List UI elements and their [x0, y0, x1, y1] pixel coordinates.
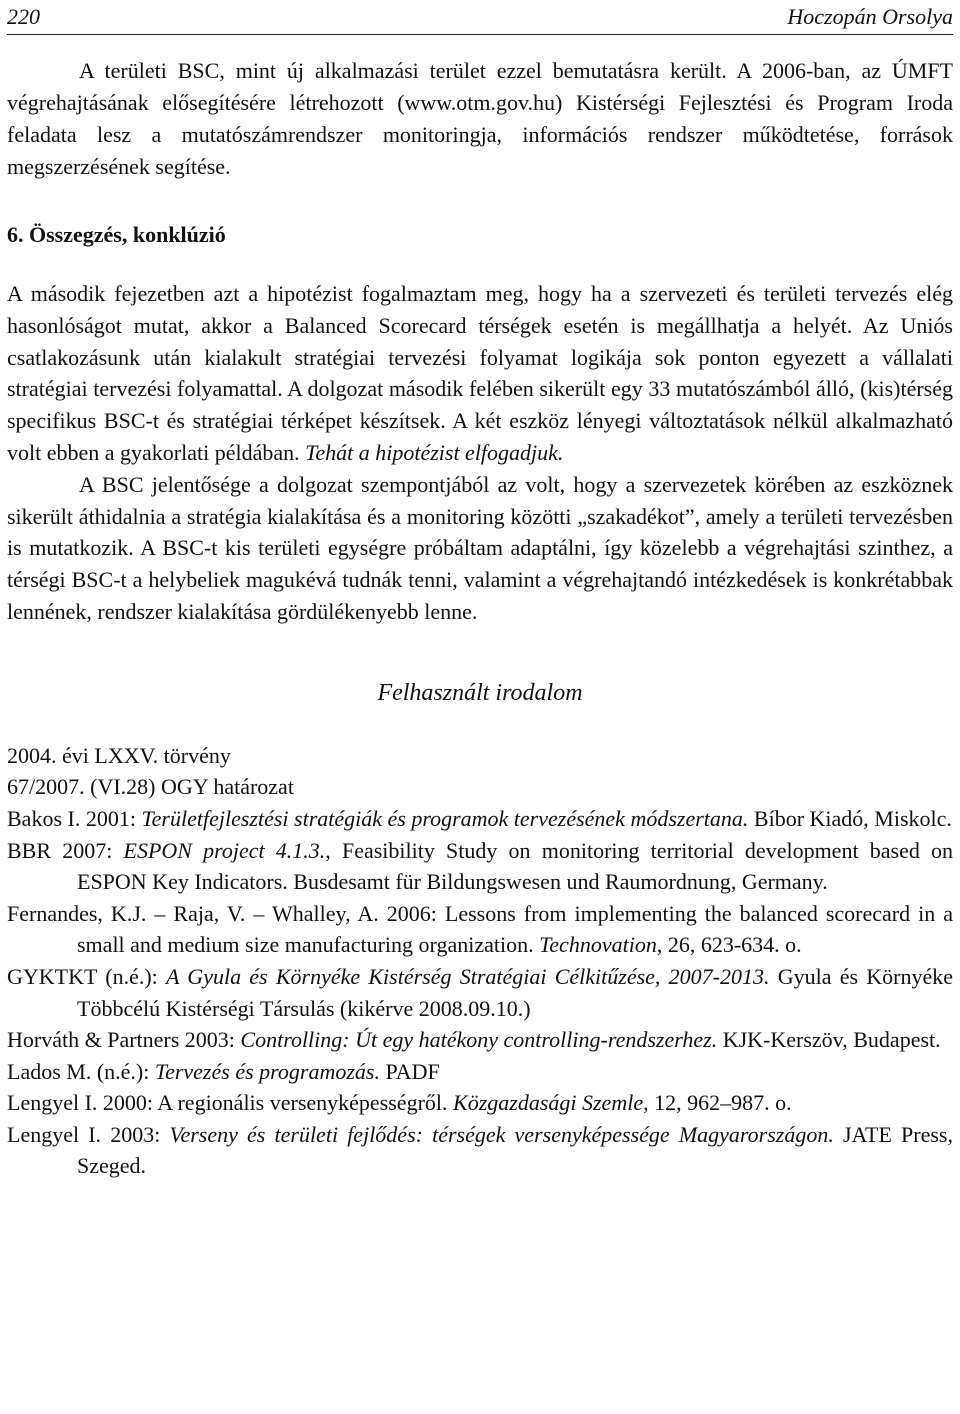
references-title: Felhasznált irodalom	[377, 679, 583, 706]
conclusion-paragraph-2: A BSC jelentősége a dolgozat szempontjából az volt, hogy a szervezetek körében az eszköznek sikerült áthidalnia a stratégia kialakítása és a monitoring közötti „szakadékot”, amely a területi tervezésben is mutatkozik. A BSC-t kis területi egységre próbáltam adaptálni, így közelebb a végrehajtási szinthez, a térségi BSC-t a helybeliek magukévá tudnák tenni, valamint a végrehajtandó intézkedések is konkrétabbak lennének, rendszer kialakítása gördülékenyebb lenne.	[7, 471, 953, 624]
reference-item: 2004. évi LXXV. törvény	[7, 742, 231, 768]
running-header	[7, 0, 953, 35]
intro-paragraph: A területi BSC, mint új alkalmazási terület ezzel bemutatásra került. A 2006-ban, az ÚMFT végrehajtásának elősegítésére létrehozott (www.otm.gov.hu) Kistérségi Fejlesztési és Program Iroda feladata lesz a mutatószámrendszer monitoringja, információs rendszer működtetése, források megszerzésének segítése.	[7, 58, 953, 179]
reference-item: Horváth & Partners 2003: Controlling: Út egy hatékony controlling-rendszerhez. KJK-Kerszöv, Budapest.	[7, 1027, 941, 1053]
page-number: 220	[7, 4, 40, 29]
references-list	[7, 740, 953, 1182]
reference-item: Lados M. (n.é.): Tervezés és programozás. PADF	[7, 1058, 440, 1084]
reference-item: BBR 2007: ESPON project 4.1.3., Feasibility Study on monitoring territorial development based on ESPON Key Indicators. Busdesamt für Bildungswesen und Raumordnung, Germany.	[7, 837, 954, 895]
conclusion-p1-italic: Tehát a hipotézist elfogadjuk.	[305, 439, 564, 465]
conclusion-section	[7, 278, 953, 628]
reference-item: 67/2007. (VI.28) OGY határozat	[7, 774, 294, 800]
section-heading	[7, 220, 953, 250]
conclusion-paragraph-1	[7, 278, 953, 469]
section-number: 6.	[7, 222, 24, 247]
conclusion-p1-text: A második fejezetben azt a hipotézist fogalmaztam meg, hogy ha a szervezeti és területi tervezés elég hasonlóságot mutat, akkor a Balanced Scorecard térségek esetén is megállhatja a helyét. Az Uniós csatlakozásunk után kialakult stratégiai tervezési folyamat logikája sok ponton egyezett a vállalati stratégiai tervezési folyamattal. A dolgozat második felében sikerült egy 33 mutatószámból álló, (kis)térség specifikus BSC-t és stratégiai térképet készítsek. A két eszköz lényegi változtatások nélkül alkalmazható volt ebben a gyakorlati példában.	[7, 281, 953, 465]
reference-item: Fernandes, K.J. – Raja, V. – Whalley, A. 2006: Lessons from implementing the balanced scorecard in a small and medium size manufacturing organization. Technovation, 26, 623-634. o.	[7, 900, 953, 958]
header-author: Hoczopán Orsolya	[787, 4, 953, 29]
section-title: Összegzés, konklúzió	[29, 222, 226, 247]
reference-item: Bakos I. 2001: Területfejlesztési stratégiák és programok tervezésének módszertana. Bíbor Kiadó, Miskolc.	[7, 805, 952, 831]
reference-item: GYKTKT (n.é.): A Gyula és Környéke Kistérség Stratégiai Célkitűzése, 2007-2013. Gyula és Környéke Többcélú Kistérségi Társulás (kikérve 2008.09.10.)	[7, 963, 953, 1021]
reference-item: Lengyel I. 2003: Verseny és területi fejlődés: térségek versenyképessége Magyarországon. JATE Press, Szeged.	[7, 1121, 953, 1179]
reference-item: Lengyel I. 2000: A regionális versenyképességről. Közgazdasági Szemle, 12, 962–987. o.	[7, 1090, 792, 1116]
intro-section	[7, 55, 953, 183]
